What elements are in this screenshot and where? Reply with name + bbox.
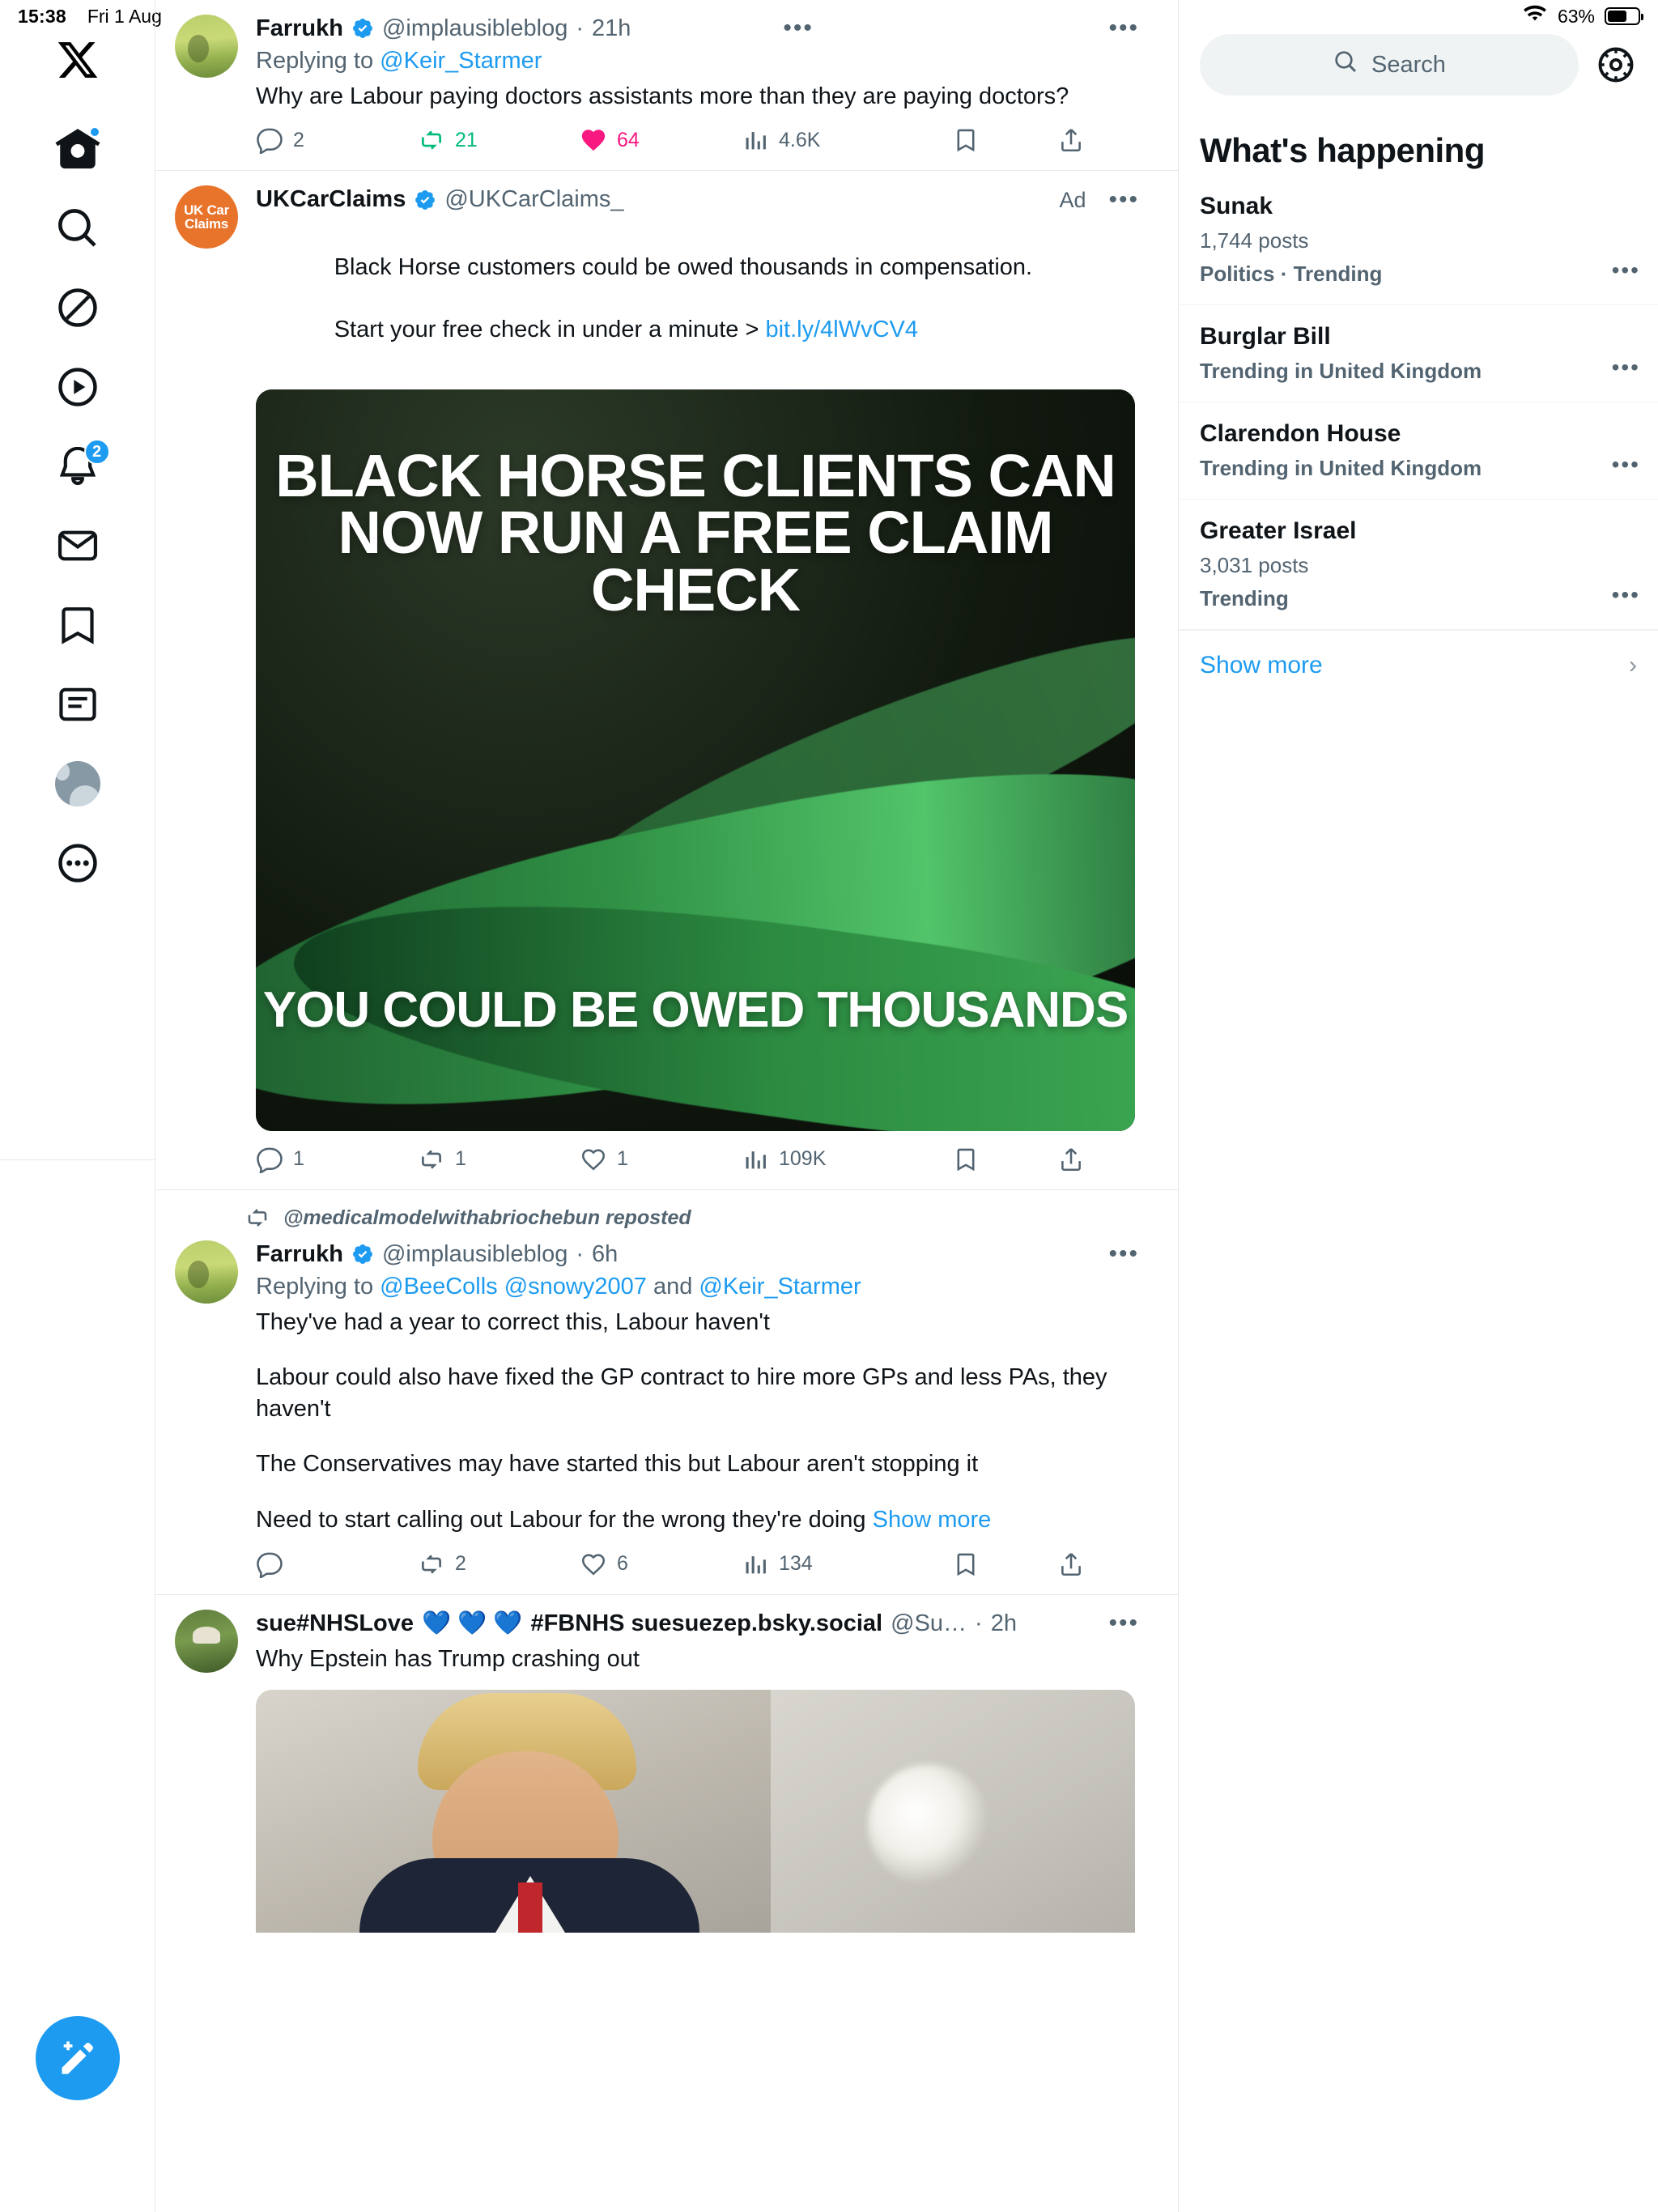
tweet-paragraph-4: Need to start calling out Labour for the wrong they're doing	[256, 1507, 873, 1534]
reply-count: 1	[293, 1147, 304, 1171]
sidebar-item-more[interactable]	[39, 824, 117, 902]
trend-more-button[interactable]: •••	[1611, 582, 1640, 607]
compose-button[interactable]	[36, 2016, 120, 2100]
tweet-header	[256, 1610, 1139, 1638]
replying-to-label: Replying to	[256, 1273, 374, 1300]
trend-item-sunak[interactable]	[1179, 175, 1658, 305]
separator: ·	[576, 15, 584, 41]
left-sidebar	[0, 0, 155, 2212]
bookmark-button[interactable]	[952, 126, 1057, 154]
reply-button[interactable]	[256, 1551, 418, 1578]
replying-and: and	[653, 1273, 693, 1300]
reply-button[interactable]	[256, 126, 418, 154]
trend-item-burglar-bill[interactable]	[1179, 305, 1658, 402]
trend-category: Politics · Trending	[1200, 262, 1383, 286]
repost-button[interactable]	[418, 1551, 580, 1578]
ad-label: Ad	[1059, 187, 1086, 212]
reply-icon	[256, 1146, 283, 1173]
tweet-text: Why are Labour paying doctors assistants more than they are paying doctors?	[256, 83, 1069, 109]
tweet-header	[256, 15, 1139, 43]
like-button[interactable]	[580, 1146, 742, 1173]
analytics-icon	[742, 126, 769, 154]
trend-name: Sunak	[1200, 193, 1273, 219]
views-button[interactable]	[742, 1551, 920, 1578]
trend-category: Trending	[1200, 586, 1289, 610]
mention-keir-starmer[interactable]: @Keir_Starmer	[380, 47, 542, 74]
handle[interactable]: @Su…	[891, 1610, 967, 1636]
ad-image-headline: BLACK HORSE CLIENTS CAN NOW RUN A FREE CLAIM CHECK	[275, 441, 1116, 623]
bookmark-icon	[952, 1146, 980, 1173]
repost-count: 2	[455, 1552, 466, 1576]
handle[interactable]: @UKCarClaims_	[444, 186, 624, 213]
sidebar-item-explore[interactable]	[39, 189, 117, 267]
tweet-image-pair[interactable]	[256, 1690, 1135, 1933]
mention-keir-starmer[interactable]: @Keir_Starmer	[699, 1273, 861, 1300]
views-count: 134	[779, 1552, 813, 1576]
like-count: 64	[617, 128, 640, 151]
share-button[interactable]	[1057, 126, 1085, 154]
bookmark-button[interactable]	[952, 1551, 1057, 1578]
heart-icon	[580, 1146, 607, 1173]
tweet-actions	[256, 126, 1139, 162]
repost-context	[155, 1190, 1158, 1232]
share-icon	[1057, 1551, 1085, 1578]
handle[interactable]: @implausibleblog	[381, 1240, 568, 1267]
search-icon	[1333, 49, 1358, 81]
avatar[interactable]	[175, 15, 238, 78]
reply-count: 2	[293, 128, 304, 151]
tweet-paragraph-1: They've had a year to correct this, Labour haven't	[256, 1308, 770, 1335]
search-input[interactable]	[1200, 34, 1579, 96]
tweet-text	[256, 220, 1139, 376]
battery-percent: 63%	[1557, 5, 1595, 27]
heart-icon	[580, 1551, 607, 1578]
trend-more-button[interactable]: •••	[1611, 452, 1640, 477]
tweet-overflow-button[interactable]: •••	[1108, 1609, 1139, 1636]
handle[interactable]: @implausibleblog	[381, 15, 568, 41]
show-more-label: Show more	[1200, 652, 1323, 678]
sidebar-divider	[0, 1159, 155, 1160]
repost-count: 21	[455, 128, 478, 151]
share-button[interactable]	[1057, 1146, 1085, 1173]
tweet-paragraph-2: Labour could also have fixed the GP contract to hire more GPs and less PAs, they haven't	[256, 1364, 1114, 1422]
tweet-more-button[interactable]: •••	[783, 15, 814, 42]
tweet-overflow-button[interactable]: •••	[1108, 185, 1139, 213]
status-time: 15:38	[18, 5, 66, 27]
bookmark-icon	[952, 126, 980, 154]
gear-icon[interactable]	[1595, 44, 1637, 86]
show-more-trends-button[interactable]	[1179, 630, 1658, 700]
verified-badge-icon	[351, 1243, 374, 1266]
timestamp: 6h	[592, 1240, 619, 1267]
analytics-icon	[742, 1146, 769, 1173]
reply-icon	[256, 126, 283, 154]
bookmark-icon	[952, 1551, 980, 1578]
timestamp: 21h	[592, 15, 631, 41]
avatar[interactable]	[175, 1240, 238, 1304]
verified-badge-icon	[414, 189, 436, 211]
replying-to	[256, 1274, 1139, 1300]
tweet-overflow-button[interactable]: •••	[1108, 15, 1139, 42]
ad-link[interactable]: bit.ly/4lWvCV4	[765, 316, 918, 342]
ad-text-line-2: Start your free check in under a minute >	[334, 316, 766, 342]
tweet-header	[256, 185, 1139, 214]
separator: ·	[975, 1610, 983, 1636]
avatar	[55, 761, 100, 806]
trend-category: Trending in United Kingdom	[1200, 456, 1482, 480]
trend-more-button[interactable]: •••	[1611, 257, 1640, 283]
heart-filled-icon	[580, 126, 607, 154]
tweet-actions	[256, 1146, 1139, 1181]
tweet-farrukh-doctors[interactable]	[155, 0, 1178, 171]
avatar-logo-text: UK Car Claims	[184, 202, 229, 232]
trend-posts: 3,031 posts	[1200, 553, 1309, 577]
trend-item-clarendon-house[interactable]	[1179, 402, 1658, 500]
x-logo-icon[interactable]	[39, 21, 117, 99]
views-button[interactable]	[742, 1146, 920, 1173]
trend-posts: 1,744 posts	[1200, 228, 1309, 253]
trend-more-button[interactable]: •••	[1611, 355, 1640, 380]
share-button[interactable]	[1057, 1551, 1085, 1578]
trend-item-greater-israel[interactable]	[1179, 500, 1658, 630]
sidebar-item-grok[interactable]	[39, 269, 117, 347]
replying-to	[256, 48, 1139, 74]
replying-to-label: Replying to	[256, 47, 374, 74]
display-name-suffix[interactable]: #FBNHS suesuezep.bsky.social	[530, 1610, 883, 1636]
search-row	[1179, 0, 1658, 96]
sidebar-item-bookmarks[interactable]	[39, 586, 117, 664]
sidebar-item-video[interactable]	[39, 348, 117, 426]
mention-beecolls[interactable]: @BeeColls	[380, 1273, 498, 1300]
trend-name: Greater Israel	[1200, 517, 1357, 544]
tweet-header	[256, 1240, 1139, 1269]
tweet-text: Why Epstein has Trump crashing out	[256, 1646, 640, 1673]
display-name[interactable]: UKCarClaims	[256, 186, 406, 213]
views-button[interactable]	[742, 126, 920, 154]
avatar[interactable]	[175, 185, 238, 249]
sidebar-item-notifications[interactable]	[39, 428, 117, 505]
display-name[interactable]: Farrukh	[256, 15, 343, 41]
tweet-sue-epstein[interactable]	[155, 1595, 1178, 1933]
views-count: 109K	[779, 1147, 827, 1171]
bookmark-button[interactable]	[952, 1146, 1057, 1173]
timeline[interactable]	[155, 0, 1179, 2212]
display-name[interactable]: Farrukh	[256, 1240, 343, 1267]
reply-button[interactable]	[256, 1146, 418, 1173]
status-date: Fri 1 Aug	[87, 5, 162, 27]
sidebar-item-home[interactable]	[39, 110, 117, 188]
notifications-badge: 2	[84, 439, 110, 465]
display-name-emoji: 💙 💙 💙	[422, 1610, 523, 1636]
ad-image[interactable]	[256, 389, 1135, 1131]
reply-icon	[256, 1551, 283, 1578]
repost-button[interactable]	[418, 1146, 580, 1173]
timestamp: 2h	[990, 1610, 1017, 1636]
trump-photo	[256, 1690, 771, 1933]
mention-snowy2007[interactable]: @snowy2007	[504, 1273, 647, 1300]
tweet-overflow-button[interactable]: •••	[1108, 1240, 1139, 1268]
sidebar-item-lists[interactable]	[39, 666, 117, 743]
show-more-link[interactable]: Show more	[872, 1507, 992, 1534]
repost-count: 1	[455, 1147, 466, 1171]
repost-button[interactable]	[418, 126, 580, 154]
tweet-paragraph-4-wrapper	[256, 1504, 1139, 1536]
analytics-icon	[742, 1551, 769, 1578]
sidebar-item-profile[interactable]	[39, 745, 117, 823]
verified-badge-icon	[351, 17, 374, 40]
repost-icon	[418, 126, 445, 154]
avatar[interactable]	[175, 1610, 238, 1673]
sidebar-item-messages[interactable]	[39, 507, 117, 585]
trend-name: Burglar Bill	[1200, 323, 1331, 350]
repost-icon	[418, 1551, 445, 1578]
repost-icon	[418, 1146, 445, 1173]
home-unread-dot	[89, 126, 100, 138]
like-count: 6	[617, 1552, 628, 1576]
ad-image-subline: YOU COULD BE OWED THOUSANDS	[262, 982, 1129, 1039]
trend-name: Clarendon House	[1200, 420, 1401, 447]
display-name[interactable]: sue#NHSLove	[256, 1610, 414, 1636]
like-button[interactable]	[580, 126, 742, 154]
tweet-farrukh-reposted[interactable]	[155, 1190, 1178, 1595]
whats-happening-title: What's happening	[1200, 131, 1485, 169]
repost-icon	[244, 1205, 272, 1232]
separator: ·	[576, 1240, 584, 1267]
search-placeholder: Search	[1371, 51, 1446, 78]
chevron-right-icon: ›	[1629, 652, 1637, 678]
like-button[interactable]	[580, 1551, 742, 1578]
repost-label[interactable]: @medicalmodelwithabriochebun reposted	[283, 1206, 691, 1230]
share-icon	[1057, 1146, 1085, 1173]
like-count: 1	[617, 1147, 628, 1171]
views-count: 4.6K	[779, 128, 821, 151]
trend-category: Trending in United Kingdom	[1200, 359, 1482, 383]
share-icon	[1057, 126, 1085, 154]
ad-text-line-1: Black Horse customers could be owed thousands in compensation.	[334, 253, 1033, 280]
right-sidebar	[1179, 0, 1658, 2212]
tweet-ukcarclaims-ad[interactable]	[155, 171, 1178, 1190]
flower-photo	[771, 1690, 1135, 1933]
tweet-paragraph-3: The Conservatives may have started this but Labour aren't stopping it	[256, 1451, 979, 1478]
tweet-actions	[256, 1551, 1139, 1586]
